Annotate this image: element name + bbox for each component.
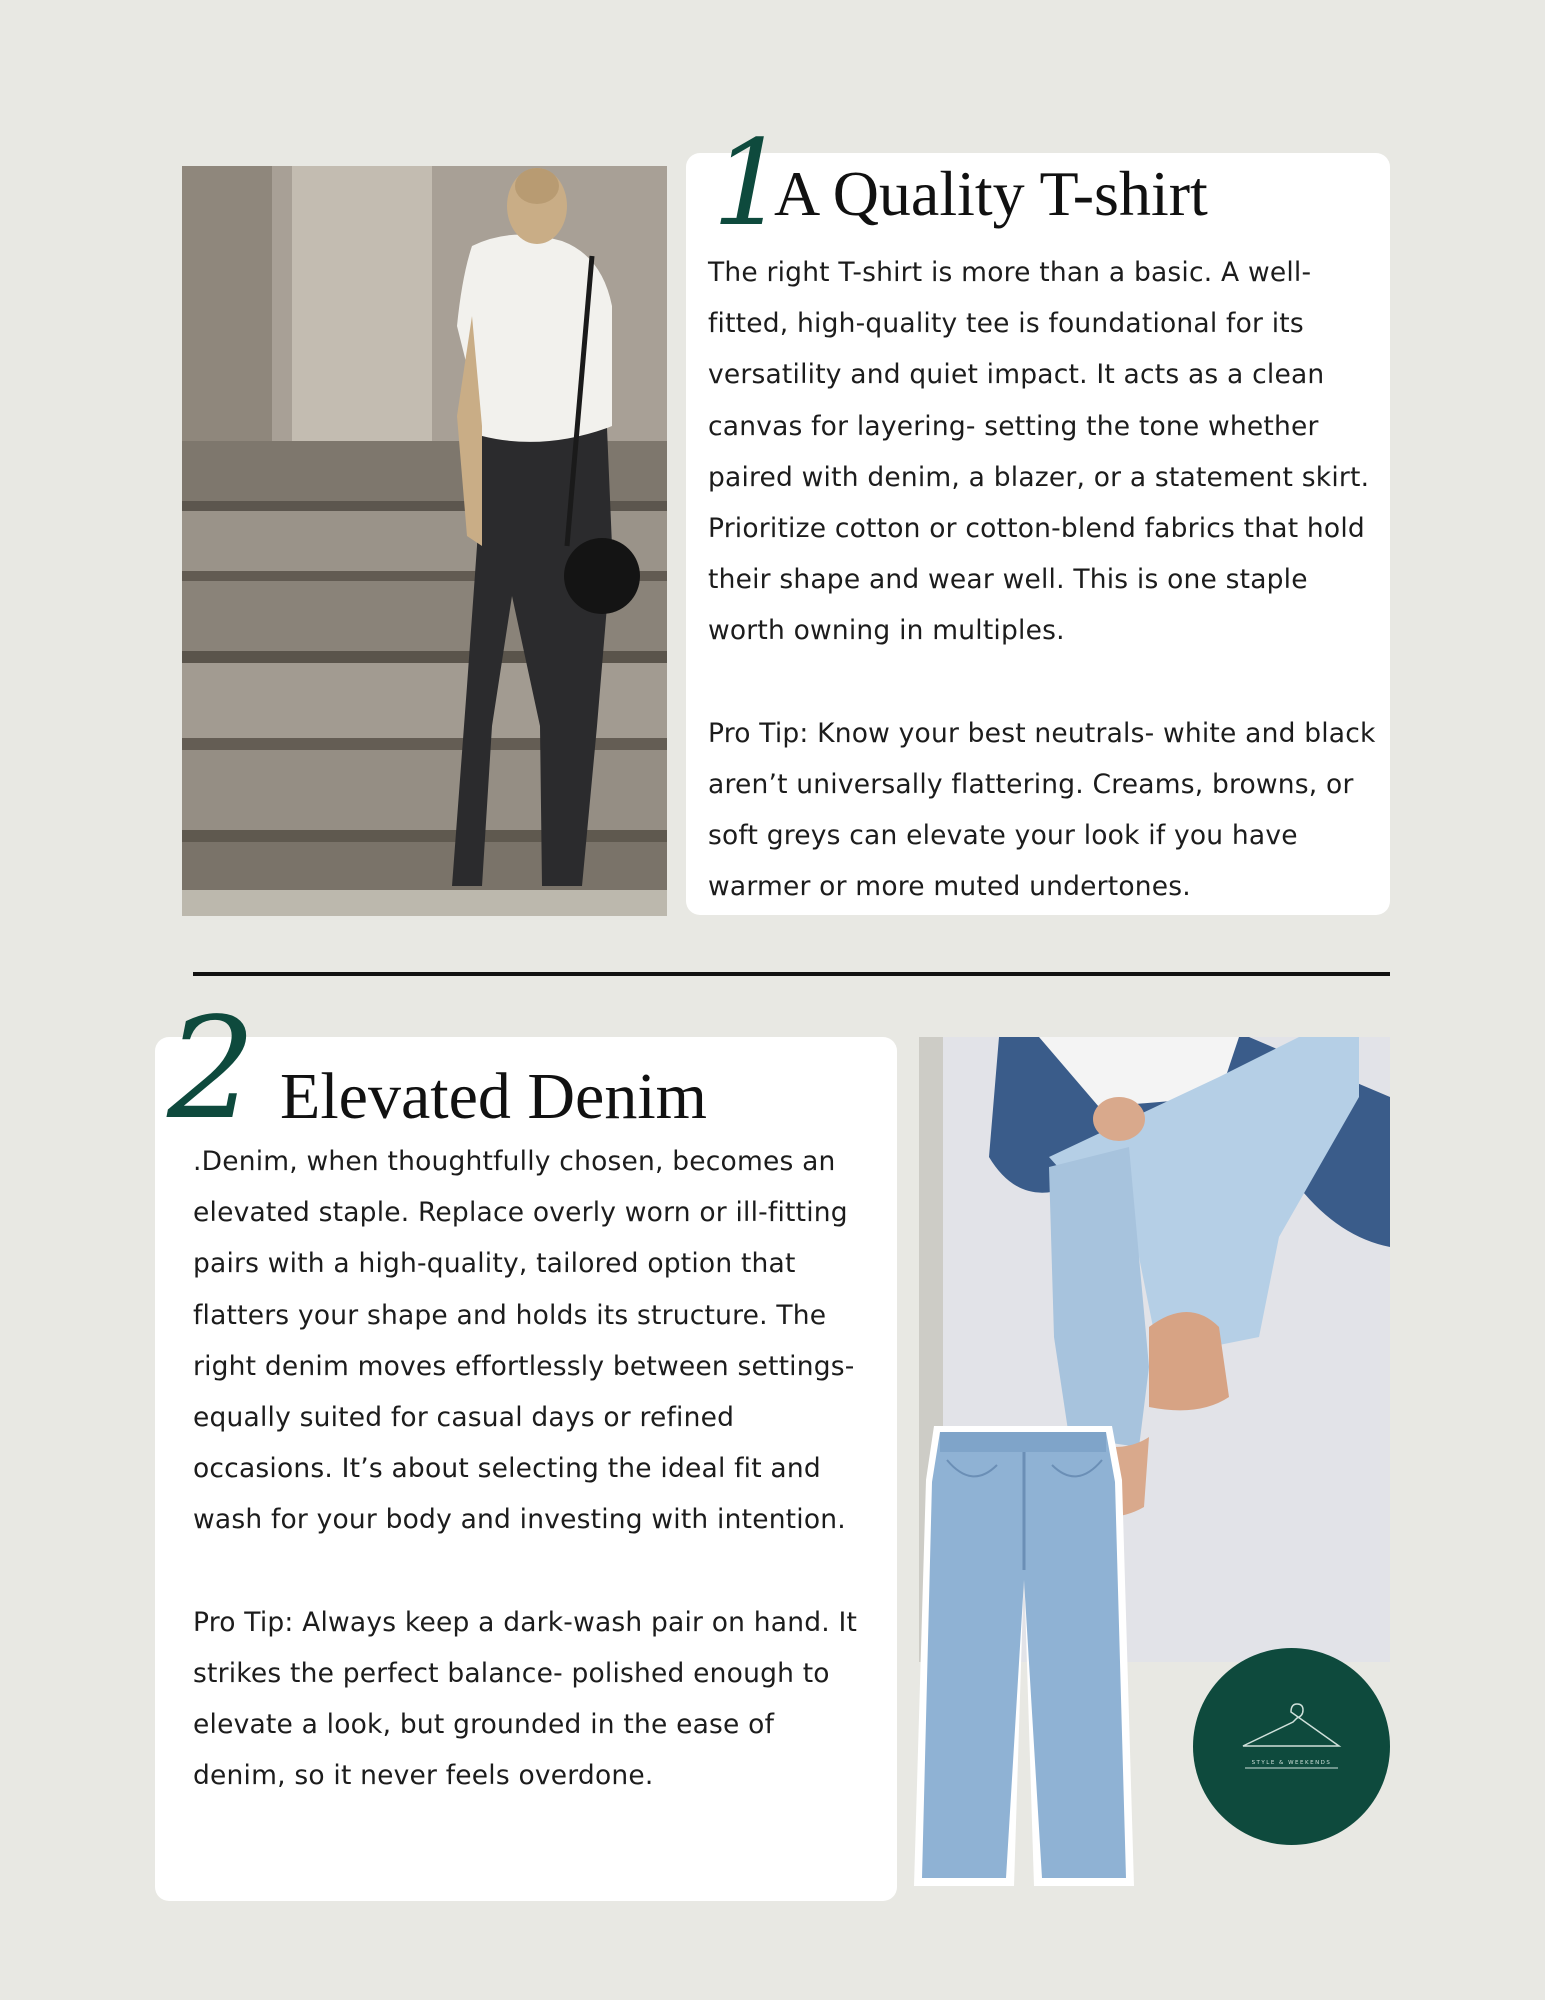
brand-logo-text: STYLE & WEEKENDS	[1251, 1760, 1332, 1766]
section-number-1: 1	[712, 114, 788, 252]
tshirt-paragraph: The right T-shirt is more than a basic. A well-fitted, high-quality tee is foundational for its versatility and quiet impact. It acts as a clean canvas for layering- setting the tone whether paired with denim, a blazer, or a statement skirt. Prioritize cotton or cotton-blend fabrics that hold their shape and wear well. This is one staple worth owning in multiples.	[708, 257, 1370, 647]
section-number-2: 2	[167, 988, 257, 1151]
tshirt-pro-tip: Pro Tip: Know your best neutrals- white and black aren’t universally flattering. Creams, browns, or soft greys can elevate your look if you have warmer or more muted undertones.	[708, 717, 1376, 903]
tshirt-title: A Quality T-shirt	[774, 158, 1208, 229]
brand-logo	[1193, 1648, 1390, 1845]
denim-title: Elevated Denim	[280, 1060, 708, 1133]
denim-pro-tip: Pro Tip: Always keep a dark-wash pair on hand. It strikes the perfect balance- polished enough to elevate a look, but grounded in the ease of denim, so it never feels overdone.	[193, 1606, 858, 1792]
denim-paragraph: .Denim, when thoughtfully chosen, becomes an elevated staple. Replace overly worn or ill-fitting pairs with a high-quality, tailored option that flatters your shape and holds its structure. The right denim moves effortlessly between settings- equally suited for casual days or refined occasions. It’s about selecting the ideal fit and wash for your body and investing with intention.	[193, 1146, 855, 1536]
tshirt-text	[708, 247, 1388, 913]
tshirt-photo	[182, 166, 667, 916]
section-divider	[193, 972, 1390, 976]
denim-text	[193, 1136, 873, 1802]
jeans-product-image	[912, 1420, 1135, 1892]
